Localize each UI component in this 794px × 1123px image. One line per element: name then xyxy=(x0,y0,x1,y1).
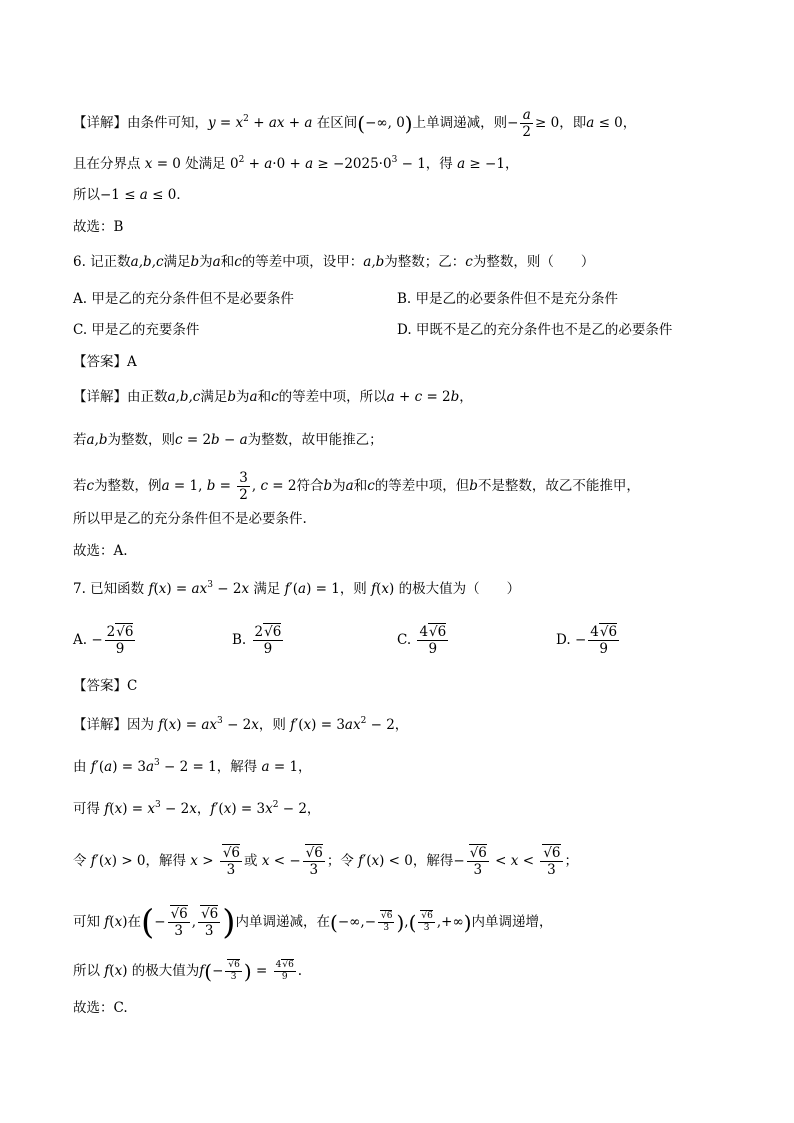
q7-detail-line4: 令 f′(x) > 0，解得 x > $\frac{√6}{3}$ 或 x < − $\frac{√6}{3}$ ；令 f′(x) < 0，解得− $\frac{√6}{3}$ < x < $\frac{√6}{3}$ ； xyxy=(73,845,579,878)
q6-detail-line4: 所以甲是乙的充分条件但不是必要条件. xyxy=(73,511,307,527)
q7-detail-line3: 可得 $f(x) = x^3 - 2x$，$f'(x) = 3x^2 - 2$， xyxy=(73,800,321,817)
q5-detail-line1: 【详解】由条件可知，$y = x^2$ + ax + a 在区间(−∞, 0)上单调递减，则− $\frac{a}{2}$ ≥ 0，即a ≤ 0， xyxy=(73,107,637,140)
q7-choose: 故选：C. xyxy=(73,1000,128,1016)
detail-tag: 【详解】 xyxy=(73,115,127,131)
q7-option-a: A. − $\frac{2√6}{9}$ xyxy=(73,624,134,657)
q7-stem: 7. 已知函数 $f(x) = ax^3 - 2x$ 满足 f′(a) = 1，则 f(x) 的极大值为（ ） xyxy=(73,580,521,597)
q6-option-b: B. 甲是乙的必要条件但不是充分条件 xyxy=(397,291,619,307)
q7-detail-line6: 所以 f(x) 的极大值为f(− $\frac{√6}{3}$ ) = $\frac{4√6}{9}$ . xyxy=(73,959,303,984)
q7-detail-line1: 【详解】因为 $f(x) = ax^3 - 2x$，则 $f'(x) = 3ax^2 - 2$， xyxy=(73,716,409,733)
q7-option-d: D. − $\frac{4√6}{9}$ xyxy=(556,624,618,657)
q7-detail-line5: 可知 f(x)在(− $\frac{√6}{3}$ , $\frac{√6}{3}$ )内单调递减，在(−∞,− $\frac{√6}{3}$ ),( $\frac{√6}{3}$ ,+∞)内单调递增， xyxy=(73,902,553,943)
q6-answer: 【答案】A xyxy=(73,354,137,370)
q6-detail-line3: 若c为整数，例a = 1, b = $\frac{3}{2}$ , c = 2符合b为a和c的等差中项，但b不是整数，故乙不能推甲， xyxy=(73,470,640,503)
q5-choose: 故选：B xyxy=(73,219,124,235)
q6-option-a: A. 甲是乙的充分条件但不是必要条件 xyxy=(73,291,294,307)
q6-detail-line1: 【详解】由正数a,b,c满足b为a和c的等差中项，所以a + c = 2b， xyxy=(73,389,473,405)
q5-detail-line3: 所以−1 ≤ a ≤ 0． xyxy=(73,187,190,203)
q5-detail-line2: 且在分界点 x = 0 处满足 $0^2 + a\cdot 0 + a \ge -2025\cdot 0^3 - 1$，得 a ≥ −1， xyxy=(73,155,519,172)
q6-choose: 故选：A. xyxy=(73,543,128,559)
q7-option-b: B. $\frac{2√6}{9}$ xyxy=(232,624,282,657)
detail-tag: 【详解】 xyxy=(73,389,127,405)
detail-tag: 【详解】 xyxy=(73,717,127,733)
q6-option-d: D. 甲既不是乙的充分条件也不是乙的必要条件 xyxy=(397,322,673,338)
q7-answer: 【答案】C xyxy=(73,678,138,694)
q6-detail-line2: 若a,b为整数，则c = 2b − a为整数，故甲能推乙； xyxy=(73,432,383,448)
q7-detail-line2: 由 $f'(a) = 3a^3 - 2 = 1$，解得 a = 1， xyxy=(73,758,312,775)
q6-stem: 6. 记正数a,b,c满足b为a和c的等差中项，设甲：a,b为整数；乙：c为整数，则（ ） xyxy=(73,254,595,270)
q6-option-c: C. 甲是乙的充要条件 xyxy=(73,322,200,338)
q7-option-c: C. $\frac{4√6}{9}$ xyxy=(397,624,447,657)
